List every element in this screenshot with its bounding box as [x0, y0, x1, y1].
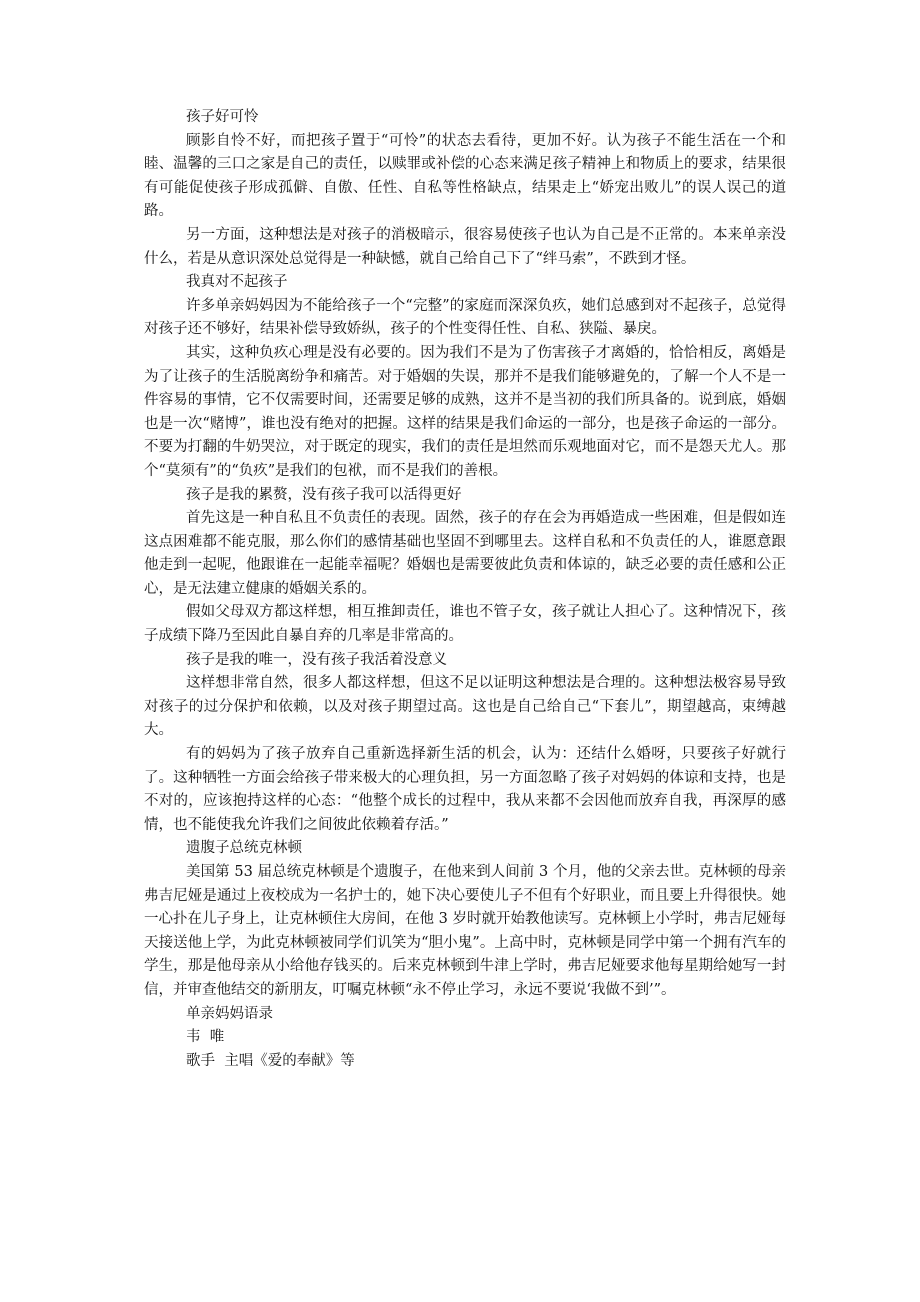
- section-heading: 孩子好可怜: [186, 109, 259, 125]
- paragraph: 假如父母双方都这样想，相互推卸责任，谁也不管子女，孩子就让人担心了。这种情况下，孩子成绩下降乃至因此自暴自弃的几率是非常高的。: [144, 604, 786, 645]
- paragraph: 首先这是一种自私且不负责任的表现。固然，孩子的存在会为再婚造成一些困难，但是假如连这点困难都不能克服，那么你们的感情基础也坚固不到哪里去。这样自私和不负责任的人，谁愿意跟他走到一起呢，他跟谁在一起能幸福呢？婚姻也是需要彼此负责和体谅的，缺乏必要的责任感和公正心，是无法建立健康的婚姻关系的。: [144, 510, 786, 597]
- paragraph: 许多单亲妈妈因为不能给孩子一个“完整”的家庭而深深负疚，她们总感到对不起孩子，总觉得对孩子还不够好，结果补偿导致娇纵，孩子的个性变得任性、自私、狭隘、暴戾。: [144, 297, 786, 338]
- section-heading: 孩子是我的累赘，没有孩子我可以活得更好: [186, 486, 462, 503]
- closing-bio: 歌手 主唱《爱的奉献》等: [186, 1052, 355, 1069]
- paragraph: 美国第 53 届总统克林顿是个遗腹子，在他来到人间前 3 个月，他的父亲去世。克林顿的母亲弗吉尼娅是通过上夜校成为一名护士的，她下决心要使儿子不但有个好职业，而且要上升得很快。她一心扑在儿子身上，让克林顿住大房间，在他 3 岁时就开始教他读写。克林顿上小学时，弗吉尼娅每天接送他上学，为此克林顿被同学们讥笑为“胆小鬼”。上高中时，克林顿是同学中第一个拥有汽车的学生，那是他母亲从小给他存钱买的。后来克林顿到牛津上学时，弗吉尼娅要求他每星期给她写一封信，并审查他结交的新朋友，叮嘱克林顿“永不停止学习，永远不要说‘我做不到’”。: [144, 864, 786, 998]
- section-heading: 孩子是我的唯一，没有孩子我活着没意义: [186, 651, 448, 668]
- paragraph: 顾影自怜不好，而把孩子置于“可怜”的状态去看待，更加不好。认为孩子不能生活在一个和睦、温馨的三口之家是自己的责任，以赎罪或补偿的心态来满足孩子精神上和物质上的要求，结果很有可能促使孩子形成孤僻、自傲、任性、自私等性格缺点，结果走上“娇宠出败儿”的误人误己的道路。: [144, 132, 786, 220]
- section-heading: 遗腹子总统克林顿: [186, 840, 303, 857]
- paragraph: 其实，这种负疚心理是没有必要的。因为我们不是为了伤害孩子才离婚的，恰恰相反，离婚是为了让孩子的生活脱离纷争和痛苦。对于婚姻的失误，那并不是我们能够避免的，了解一个人不是一件容易的事情，它不仅需要时间，还需要足够的成熟，这并不是当初的我们所具备的。说到底，婚姻也是一次“赌博”，谁也没有绝对的把握。这样的结果是我们命运的一部分，也是孩子命运的一部分。不要为打翻的牛奶哭泣，对于既定的现实，我们的责任是坦然而乐观地面对它，而不是怨天尤人。那个“莫须有”的“负疚”是我们的包袱，而不是我们的善根。: [144, 344, 786, 479]
- paragraph: 有的妈妈为了孩子放弃自己重新选择新生活的机会，认为：还结什么婚呀，只要孩子好就行了。这种牺牲一方面会给孩子带来极大的心理负担，另一方面忽略了孩子对妈妈的体谅和支持，也是不对的，应该抱持这样的心态：“他整个成长的过程中，我从来都不会因他而放弃自我，再深厚的感情，也不能使我允许我们之间彼此依赖着存活。”: [144, 746, 786, 833]
- section-heading: 我真对不起孩子: [186, 274, 288, 291]
- document-page: [144, 106, 786, 1073]
- closing-heading: 单亲妈妈语录: [186, 1005, 274, 1022]
- paragraph: 另一方面，这种想法是对孩子的消极暗示，很容易使孩子也认为自己是不正常的。本来单亲没什么，若是从意识深处总觉得是一种缺憾，就自己给自己下了“绊马索”，不跌到才怪。: [144, 226, 786, 267]
- closing-name: 韦 唯: [186, 1029, 225, 1046]
- paragraph: 这样想非常自然，很多人都这样想，但这不足以证明这种想法是合理的。这种想法极容易导致对孩子的过分保护和依赖，以及对孩子期望过高。这也是自己给自己“下套儿”，期望越高，束缚越大。: [144, 675, 786, 739]
